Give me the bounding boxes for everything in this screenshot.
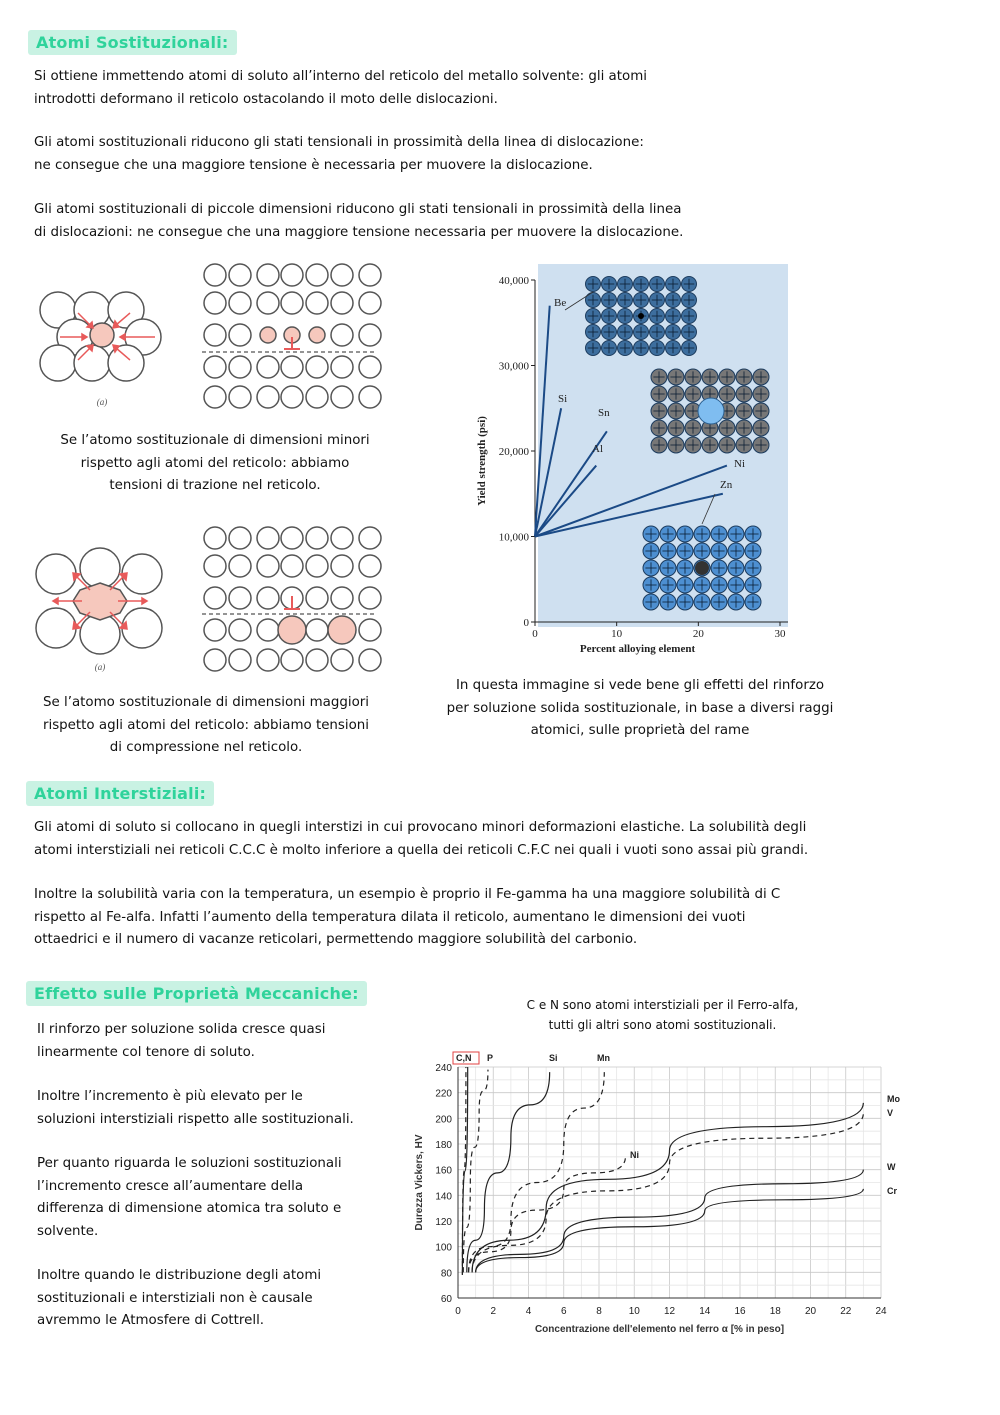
- paragraph-temperature: [34, 884, 934, 952]
- lattice-atom: [204, 619, 226, 641]
- text-line: atomici, sulle proprietà del rame: [530, 723, 750, 738]
- solute-atom: [638, 313, 644, 319]
- text-line: Gli atomi di soluto si collocano in quegli interstizi in cui provocano minori deformazioni elastiche. La solubilità degli: [34, 820, 807, 835]
- series-label-c-n: C,N: [456, 1053, 472, 1063]
- lattice-atom: [359, 264, 381, 286]
- x-tick-label: 24: [875, 1306, 887, 1317]
- x-tick-label: 10: [628, 1306, 640, 1317]
- x-tick-label: 22: [840, 1306, 852, 1317]
- y-tick-label: 120: [435, 1217, 452, 1228]
- text-line: differenza di dimensione atomica tra soluto e: [37, 1201, 342, 1216]
- series-label-zn: Zn: [720, 479, 733, 491]
- text-line: Inoltre l’incremento è più elevato per le: [37, 1089, 303, 1104]
- x-tick-label: 16: [734, 1306, 746, 1317]
- series-label-sn: Sn: [598, 407, 610, 419]
- series-label-si: Si: [558, 393, 568, 405]
- series-label-v: V: [887, 1108, 894, 1118]
- lattice-atom: [306, 619, 328, 641]
- x-tick-label: 6: [560, 1306, 567, 1317]
- solute-atom: [278, 616, 306, 644]
- lattice-atom: [204, 555, 226, 577]
- x-tick-label: 10: [611, 628, 623, 640]
- series-label-be: Be: [554, 297, 567, 309]
- lattice-atom: [229, 619, 251, 641]
- series-label-w: W: [887, 1162, 896, 1172]
- y-tick-label: 80: [440, 1268, 452, 1280]
- lattice-atom: [229, 527, 251, 549]
- lattice-atom: [281, 356, 303, 378]
- lattice-atom: [306, 386, 328, 408]
- x-tick-label: 8: [596, 1306, 602, 1317]
- y-tick-label: 180: [435, 1140, 452, 1151]
- text-line: C e N sono atomi interstiziali per il Ferro-alfa,: [526, 998, 799, 1012]
- lattice-atom: [306, 356, 328, 378]
- x-tick-label: 2: [490, 1306, 497, 1317]
- y-tick-label: 0: [523, 617, 529, 629]
- y-tick-label: 60: [440, 1294, 452, 1305]
- section-title-proprieta-meccaniche: Effetto sulle Proprietà Meccaniche:: [26, 981, 367, 1006]
- lattice-atom: [229, 649, 251, 671]
- y-tick-label: 40,000: [498, 275, 529, 287]
- caption-large-solute: [30, 692, 382, 760]
- text-line: Inoltre la solubilità varia con la temperatura, un esempio è proprio il Fe-gamma ha una maggiore solubilità di C: [34, 887, 781, 902]
- paragraph-tension: [34, 132, 734, 177]
- chart-note: [470, 995, 855, 1035]
- text-line: ottaedrici e il numero di vacanze reticolari, permettendo maggiore solubilità del carbonio.: [34, 932, 638, 947]
- solute-atom: [695, 561, 709, 575]
- lattice-atom: [359, 292, 381, 314]
- lattice-atom: [359, 619, 381, 641]
- text-line: soluzioni interstiziali rispetto alle sostituzionali.: [37, 1111, 354, 1127]
- x-tick-label: 4: [525, 1306, 532, 1317]
- x-tick-label: 20: [804, 1306, 817, 1317]
- x-tick-label: 0: [532, 628, 538, 640]
- x-tick-label: 14: [699, 1306, 711, 1317]
- y-tick-label: 10,000: [498, 531, 529, 544]
- text-line: Inoltre quando le distribuzione degli atomi: [37, 1268, 322, 1283]
- text-line: Gli atomi sostituzionali di piccole dimensioni riducono gli stati tensionali in prossimità della linea: [34, 202, 682, 217]
- lattice-grid: [204, 264, 381, 408]
- solute-atom: [90, 323, 114, 347]
- lattice-atom: [331, 324, 353, 346]
- solute-atom: [328, 616, 356, 644]
- text-line: avremmo le Atmosfere di Cottrell.: [37, 1313, 265, 1328]
- lattice-atom: [331, 386, 353, 408]
- paragraph-linear: [37, 1019, 397, 1064]
- paragraph-interstitial: [34, 817, 934, 862]
- text-line: ne consegue che una maggiore tensione è necessaria per muovere la dislocazione.: [34, 157, 593, 173]
- text-line: linearmente col tenore di soluto.: [37, 1044, 255, 1060]
- text-line: introdotti deformano il reticolo ostacolando il moto delle dislocazioni.: [34, 91, 498, 107]
- paragraph-small-atoms: [34, 199, 754, 244]
- lattice-atom: [281, 386, 303, 408]
- text-line: Per quanto riguarda le soluzioni sostituzionali: [37, 1156, 342, 1171]
- lattice-atom: [281, 649, 303, 671]
- text-line: Gli atomi sostituzionali riducono gli stati tensionali in prossimità della linea di dislocazione:: [34, 135, 644, 150]
- caption-small-solute: [30, 430, 400, 498]
- lattice-atom: [359, 527, 381, 549]
- lattice-atom: [281, 555, 303, 577]
- lattice-atom: [204, 264, 226, 286]
- lattice-atom: [359, 587, 381, 609]
- text-line: rispetto agli atomi del reticolo: abbiamo tensioni: [42, 717, 370, 733]
- lattice-atom: [331, 555, 353, 577]
- series-label-al: Al: [592, 443, 603, 455]
- lattice-atom: [257, 356, 279, 378]
- text-line: di dislocazioni: ne consegue che una maggiore tensione necessaria per muovere la dislocazione.: [34, 224, 684, 240]
- text-line: Si ottiene immettendo atomi di soluto all’interno del reticolo del metallo solvente: gli atomi: [34, 69, 647, 84]
- series-label-ni: Ni: [630, 1150, 639, 1160]
- section-title-atomi-interstiziali: Atomi Interstiziali:: [26, 781, 214, 806]
- series-label-p: P: [487, 1053, 494, 1063]
- lattice-atom: [257, 527, 279, 549]
- figure-label: (a): [96, 397, 108, 407]
- text-line: tensioni di trazione nel reticolo.: [109, 478, 321, 493]
- text-line: di compressione nel reticolo.: [109, 740, 303, 755]
- lattice-atom: [229, 555, 251, 577]
- y-tick-label: 140: [435, 1191, 452, 1203]
- lattice-atom: [331, 649, 353, 671]
- lattice-atom: [204, 356, 226, 378]
- lattice-atom: [204, 292, 226, 314]
- lattice-atom: [359, 386, 381, 408]
- text-line: tutti gli altri sono atomi sostituzionali.: [548, 1018, 777, 1032]
- vickers-hardness-chart: [405, 1045, 925, 1345]
- lattice-atom: [306, 649, 328, 671]
- x-tick-label: 0: [455, 1306, 461, 1317]
- lattice-atom: [359, 555, 381, 577]
- lattice-atom: [331, 292, 353, 314]
- lattice-atom: [257, 619, 279, 641]
- y-tick-label: 240: [435, 1063, 452, 1074]
- text-line: sostituzionali e interstiziali non è causale: [37, 1290, 313, 1306]
- paragraph-substitutional: [37, 1153, 397, 1243]
- series-line-v: [472, 1113, 863, 1272]
- lattice-figure-small-solute: [30, 255, 400, 420]
- lattice-atom: [257, 292, 279, 314]
- lattice-atom: [306, 555, 328, 577]
- lattice-atom: [229, 264, 251, 286]
- lattice-atom: [306, 264, 328, 286]
- y-tick-label: 160: [435, 1165, 452, 1177]
- text-line: Il rinforzo per soluzione solida cresce quasi: [37, 1022, 326, 1037]
- x-tick-label: 20: [692, 628, 704, 640]
- section-title-atomi-sostituzionali: Atomi Sostituzionali:: [28, 30, 237, 55]
- lattice-atom: [359, 649, 381, 671]
- series-line-c-n: [462, 1067, 467, 1275]
- series-label-cr: Cr: [887, 1186, 898, 1196]
- text-line: rispetto agli atomi del reticolo: abbiamo: [80, 455, 350, 471]
- text-line: l’incremento cresce all’aumentare della: [37, 1178, 304, 1194]
- lattice-atom: [359, 324, 381, 346]
- paragraph-intro: [34, 66, 734, 111]
- text-line: rispetto al Fe-alfa. Infatti l’aumento della temperatura dilata il reticolo, aumentano le dimensioni dei vuoti: [34, 909, 746, 925]
- y-tick-label: 30,000: [498, 360, 529, 373]
- lattice-atom: [204, 587, 226, 609]
- lattice-atom: [281, 264, 303, 286]
- lattice-atom: [204, 324, 226, 346]
- solute-atom: [260, 327, 276, 343]
- series-label-si: Si: [549, 1053, 558, 1063]
- text-line: In questa immagine si vede bene gli effetti del rinforzo: [455, 678, 825, 693]
- x-tick-label: 30: [774, 628, 786, 640]
- text-line: Se l’atomo sostituzionale di dimensioni maggiori: [42, 695, 370, 710]
- lattice-atom: [204, 527, 226, 549]
- solute-atom: [309, 327, 325, 343]
- lattice-atom: [229, 386, 251, 408]
- lattice-atom: [229, 587, 251, 609]
- lattice-atom: [257, 649, 279, 671]
- caption-yield-chart: [420, 675, 860, 743]
- paragraph-increment: [37, 1086, 397, 1131]
- yield-strength-chart: [470, 262, 800, 662]
- text-line: Se l’atomo sostituzionale di dimensioni minori: [60, 433, 370, 448]
- lattice-atom: [331, 527, 353, 549]
- y-tick-label: 20,000: [498, 446, 529, 458]
- paragraph-cottrell: [37, 1265, 397, 1333]
- x-axis-label: Concentrazione dell'elemento nel ferro α [% in peso]: [534, 1324, 785, 1335]
- lattice-atom: [306, 527, 328, 549]
- lattice-atom: [257, 555, 279, 577]
- x-tick-label: 12: [663, 1306, 676, 1317]
- y-tick-label: 100: [435, 1242, 452, 1254]
- lattice-atom: [229, 292, 251, 314]
- y-axis-label: Durezza Vickers, HV: [414, 1134, 425, 1231]
- lattice-atom: [257, 264, 279, 286]
- lattice-atom: [281, 527, 303, 549]
- lattice-figure-large-solute: [30, 518, 400, 683]
- y-tick-label: 200: [435, 1114, 452, 1126]
- lattice-atom: [306, 587, 328, 609]
- solute-atom: [698, 398, 724, 424]
- y-axis-label: Yield strength (psi): [476, 416, 488, 506]
- series-label-ni: Ni: [734, 458, 745, 470]
- text-line: atomi interstiziali nei reticoli C.C.C è molto inferiore a quella dei reticoli C.F.C nei quali i vuoti sono assai più grandi.: [34, 842, 809, 858]
- lattice-atom: [331, 587, 353, 609]
- series-label-mo: Mo: [887, 1094, 900, 1104]
- series-line-mn: [469, 1072, 605, 1272]
- lattice-atom: [306, 292, 328, 314]
- text-line: solvente.: [37, 1223, 99, 1239]
- y-tick-label: 220: [435, 1088, 452, 1100]
- lattice-atom: [359, 356, 381, 378]
- figure-label: (a): [94, 662, 106, 672]
- text-line: per soluzione solida sostituzionale, in base a diversi raggi: [446, 700, 834, 716]
- lattice-atom: [257, 386, 279, 408]
- lattice-atom: [331, 264, 353, 286]
- x-axis-label: Percent alloying element: [579, 643, 696, 655]
- lattice-atom: [331, 356, 353, 378]
- series-label-mn: Mn: [597, 1053, 610, 1063]
- lattice-atom: [229, 356, 251, 378]
- lattice-atom: [229, 324, 251, 346]
- x-tick-label: 18: [769, 1306, 781, 1317]
- lattice-atom: [281, 292, 303, 314]
- lattice-atom: [257, 587, 279, 609]
- lattice-atom: [204, 386, 226, 408]
- lattice-atom: [204, 649, 226, 671]
